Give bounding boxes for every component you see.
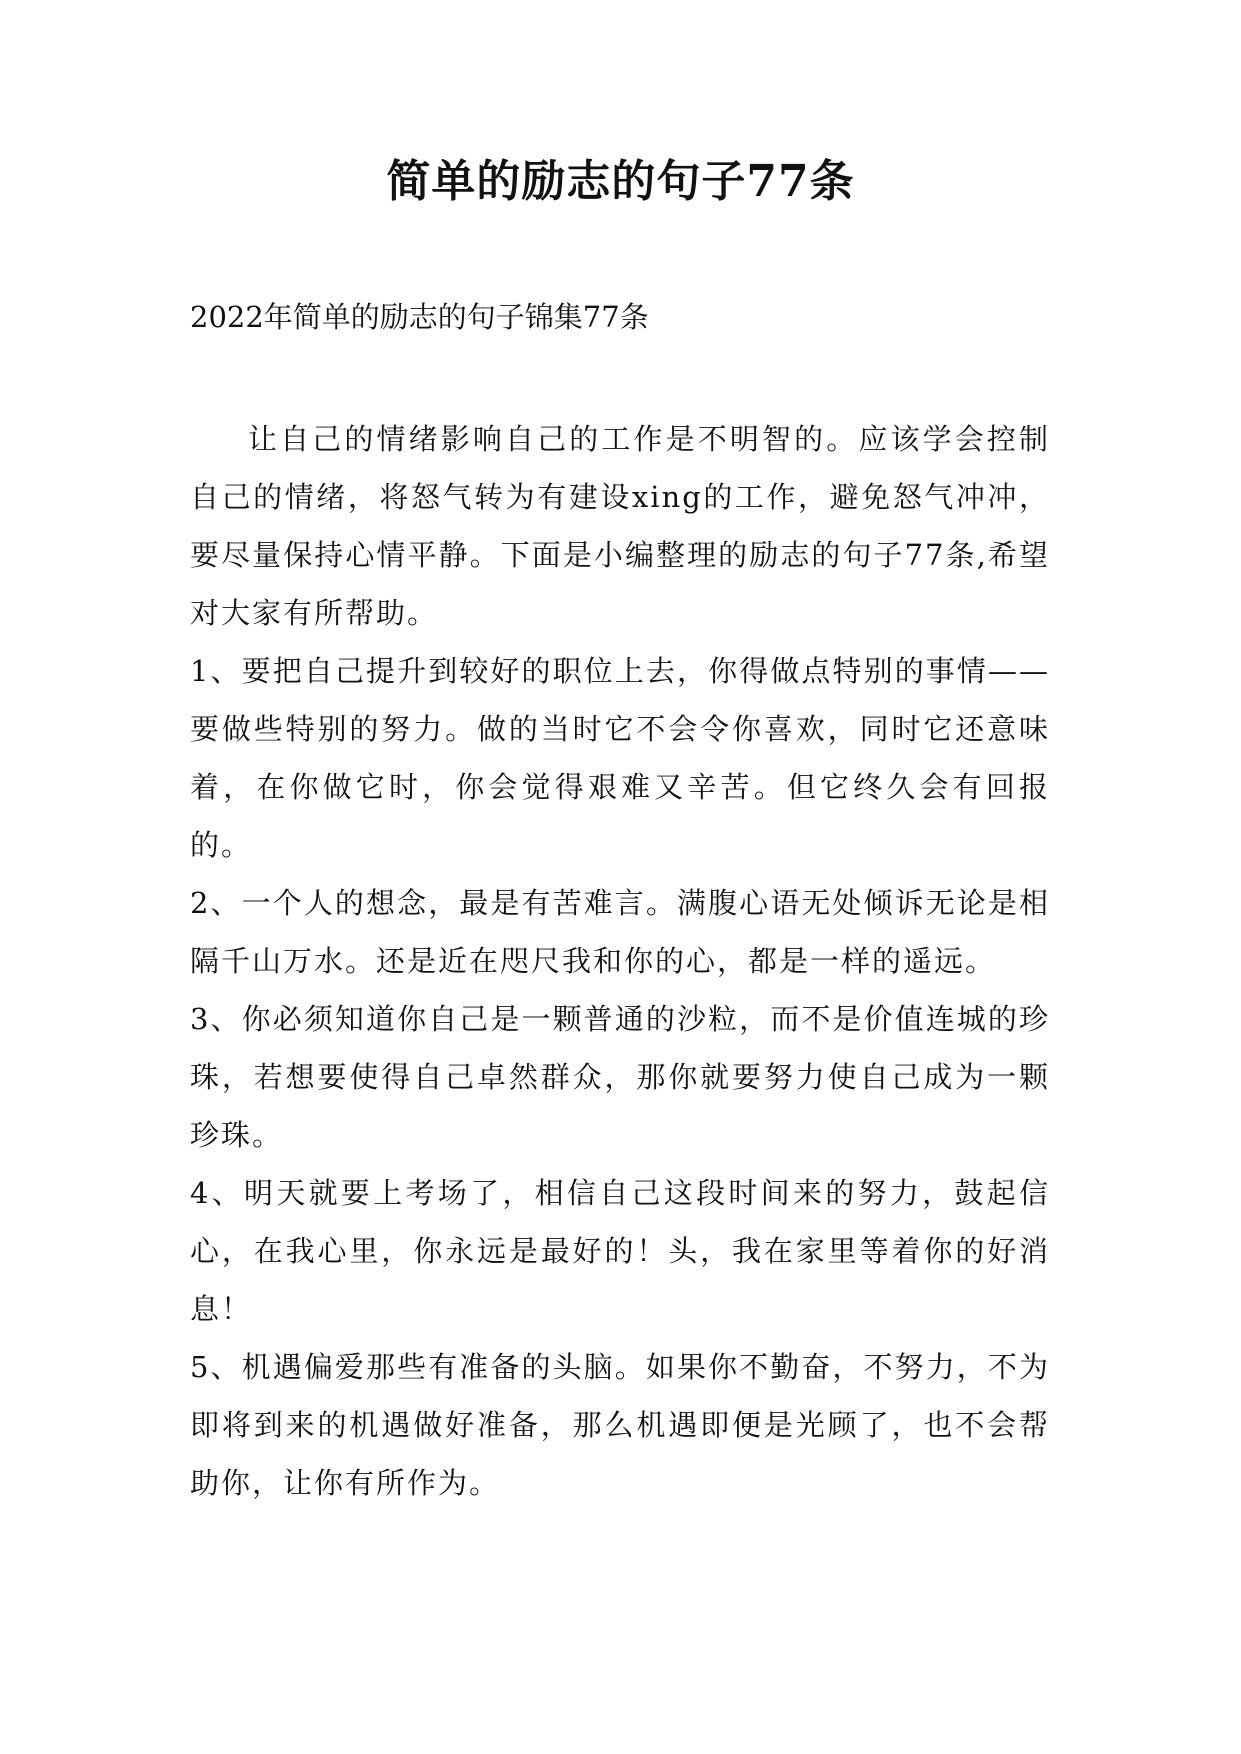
quote-paragraph: 5、机遇偏爱那些有准备的头脑。如果你不勤奋，不努力，不为即将到来的机遇做好准备，那么机遇即便是光顾了，也不会帮助你，让你有所作为。 [190, 1350, 1050, 1500]
intro-paragraph: 让自己的情绪影响自己的工作是不明智的。应该学会控制自己的情绪，将怒气转为有建设xing的工作，避免怒气冲冲，要尽量保持心情平静。下面是小编整理的励志的句子77条,希望对大家有所帮助。 [190, 422, 1050, 630]
quote-paragraph: 4、明天就要上考场了，相信自己这段时间来的努力，鼓起信心，在我心里，你永远是最好的！头，我在家里等着你的好消息！ [190, 1176, 1050, 1326]
document-body [190, 410, 1050, 1512]
quote-paragraph: 2、一个人的想念，最是有苦难言。满腹心语无处倾诉无论是相隔千山万水。还是近在咫尺我和你的心，都是一样的遥远。 [190, 886, 1050, 978]
quote-paragraph: 1、要把自己提升到较好的职位上去，你得做点特别的事情——要做些特别的努力。做的当时它不会令你喜欢，同时它还意味着，在你做它时，你会觉得艰难又辛苦。但它终久会有回报的。 [190, 654, 1050, 862]
document-subtitle: 2022年简单的励志的句子锦集77条 [190, 300, 649, 334]
page-title: 简单的励志的句子77条 [386, 156, 855, 207]
quote-paragraph: 3、你必须知道你自己是一颗普通的沙粒，而不是价值连城的珍珠，若想要使得自己卓然群众，那你就要努力使自己成为一颗珍珠。 [190, 1002, 1050, 1152]
